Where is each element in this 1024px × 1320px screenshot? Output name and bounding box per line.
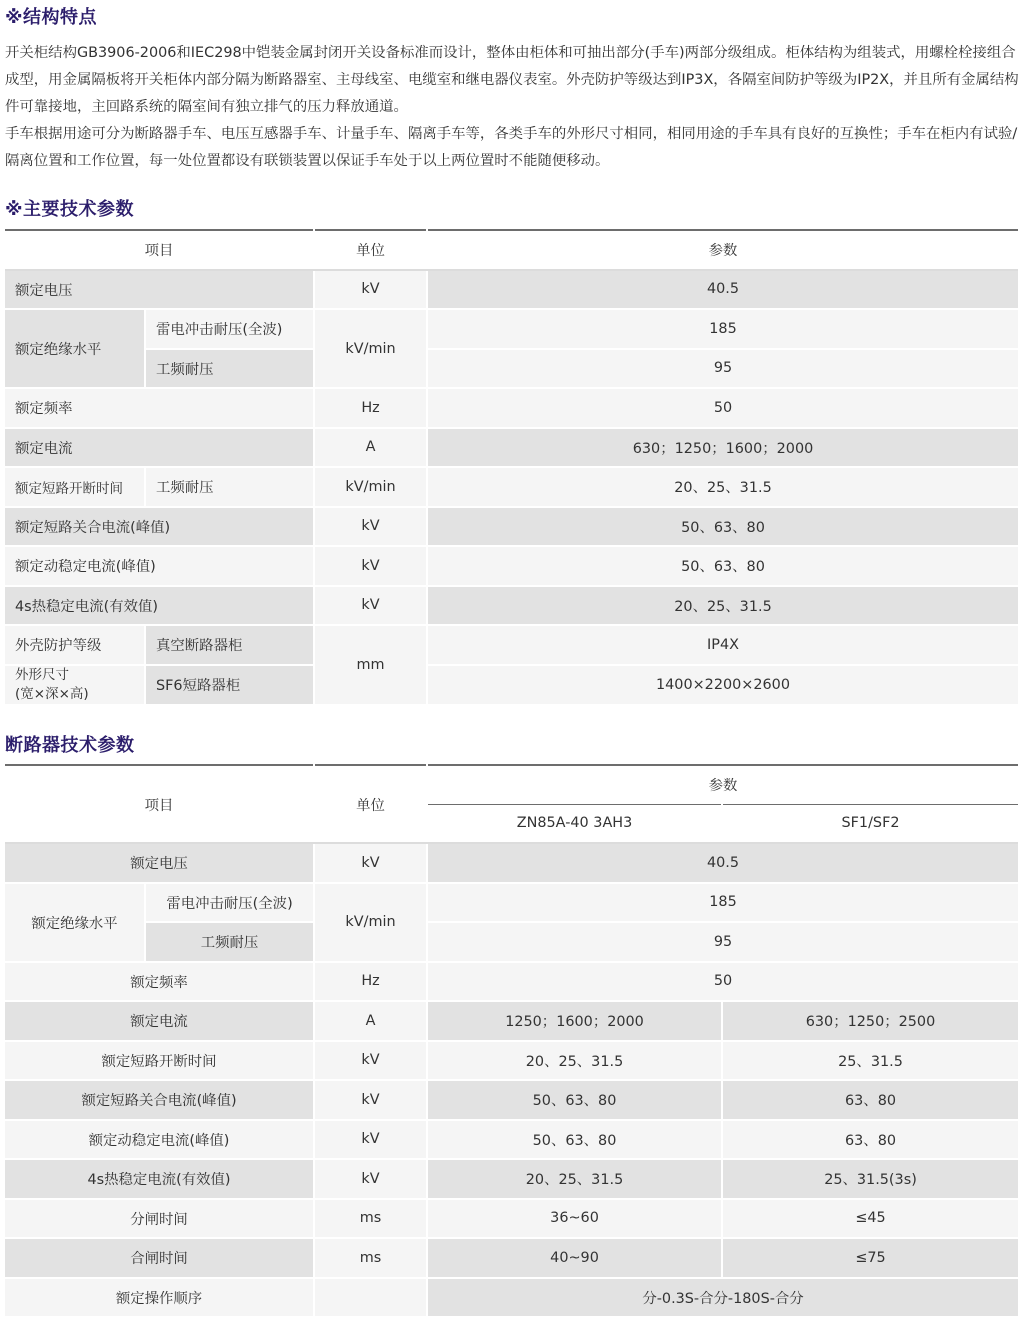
row-unit: Hz [314, 388, 427, 428]
row-value-zn85a: 36~60 [427, 1199, 722, 1239]
header-param: 参数 [427, 230, 1018, 270]
row-unit: kV [314, 1120, 427, 1160]
header-unit: 单位 [314, 765, 427, 843]
row-unit: kV [314, 1159, 427, 1199]
row-subitem: 工频耐压 [145, 922, 314, 962]
header-item: 项目 [5, 230, 314, 270]
row-subitem: 工频耐压 [145, 467, 314, 507]
row-item: 额定短路关合电流(峰值) [5, 1080, 314, 1120]
section-title-structure: ※结构特点 [5, 7, 97, 28]
row-item: 额定操作顺序 [5, 1278, 314, 1318]
row-unit: kV [314, 546, 427, 586]
row-subitem: 工频耐压 [145, 349, 314, 389]
row-value-sf: ≤45 [722, 1199, 1018, 1239]
row-item: 额定动稳定电流(峰值) [5, 1120, 314, 1160]
row-value-zn85a: 40~90 [427, 1238, 722, 1278]
table-row [5, 1159, 1018, 1199]
table-row [5, 428, 1018, 468]
header-item: 项目 [5, 765, 314, 843]
row-item: 额定电流 [5, 1001, 314, 1041]
table-row [5, 586, 1018, 626]
row-item: 外壳防护等级 [5, 625, 145, 665]
row-value: 185 [427, 883, 1018, 923]
row-item: 分闸时间 [5, 1199, 314, 1239]
main-params-table [5, 229, 1018, 706]
row-value: 50、63、80 [427, 546, 1018, 586]
row-value-sf: ≤75 [722, 1238, 1018, 1278]
row-item: 4s热稳定电流(有效值) [5, 1159, 314, 1199]
row-value: 20、25、31.5 [427, 586, 1018, 626]
handcart-paragraph: 手车根据用途可分为断路器手车、电压互感器手车、计量手车、隔离手车等，各类手车的外形尺寸相同，相同用途的手车具有良好的互换性；手车在柜内有试验/隔离位置和工作位置，每一处位置都设有联锁装置以保证手车处于以上两位置时不能随便移动。 [5, 126, 1018, 169]
row-value: IP4X [427, 625, 1018, 665]
section-title-breaker-params: 断路器技术参数 [5, 735, 135, 756]
row-item: 合闸时间 [5, 1238, 314, 1278]
row-value: 1400×2200×2600 [427, 665, 1018, 705]
row-unit: A [314, 1001, 427, 1041]
row-subitem: 雷电冲击耐压(全波) [145, 883, 314, 923]
row-item: 额定动稳定电流(峰值) [5, 546, 314, 586]
row-unit [314, 1278, 427, 1318]
row-value: 95 [427, 349, 1018, 389]
section-title-main-params: ※主要技术参数 [5, 199, 134, 220]
row-value: 630；1250；1600；2000 [427, 428, 1018, 468]
table-row [5, 843, 1018, 883]
table-header-row [5, 230, 1018, 270]
row-value-zn85a: 1250；1600；2000 [427, 1001, 722, 1041]
row-subitem: 真空断路器柜 [145, 625, 314, 665]
row-value: 50 [427, 962, 1018, 1002]
table-row [5, 546, 1018, 586]
row-unit: Hz [314, 962, 427, 1002]
row-value-zn85a: 50、63、80 [427, 1120, 722, 1160]
row-subitem: 雷电冲击耐压(全波) [145, 309, 314, 349]
row-item: 额定短路开断时间 [5, 1041, 314, 1081]
row-item [5, 665, 145, 705]
row-value: 40.5 [427, 843, 1018, 883]
table-row [5, 270, 1018, 310]
row-value-sf: 25、31.5(3s) [722, 1159, 1018, 1199]
row-unit: ms [314, 1199, 427, 1239]
row-value-zn85a: 20、25、31.5 [427, 1159, 722, 1199]
row-item: 额定频率 [5, 962, 314, 1002]
row-item: 额定短路关合电流(峰值) [5, 507, 314, 547]
table-row [5, 1041, 1018, 1081]
table-row [5, 1080, 1018, 1120]
table-row [5, 1001, 1018, 1041]
row-item: 额定电压 [5, 270, 314, 310]
row-value-sf: 630；1250；2500 [722, 1001, 1018, 1041]
row-item-line2: (宽×深×高) [15, 685, 89, 702]
row-unit: ms [314, 1238, 427, 1278]
table-row [5, 467, 1018, 507]
table-row [5, 883, 1018, 923]
row-value: 40.5 [427, 270, 1018, 310]
row-unit: A [314, 428, 427, 468]
row-item: 额定电流 [5, 428, 314, 468]
row-item-line1: 外形尺寸 [15, 666, 69, 683]
row-unit: kV [314, 586, 427, 626]
row-value: 95 [427, 922, 1018, 962]
row-value-zn85a: 20、25、31.5 [427, 1041, 722, 1081]
breaker-params-table [5, 764, 1018, 1318]
row-value: 185 [427, 309, 1018, 349]
row-value: 20、25、31.5 [427, 467, 1018, 507]
row-item: 4s热稳定电流(有效值) [5, 586, 314, 626]
table-row [5, 922, 1018, 962]
row-item: 额定电压 [5, 843, 314, 883]
row-unit: kV [314, 1080, 427, 1120]
row-item: 额定短路开断时间 [5, 467, 145, 507]
header-unit: 单位 [314, 230, 427, 270]
row-item: 额定绝缘水平 [5, 309, 145, 388]
row-unit: kV/min [314, 309, 427, 388]
table-row [5, 1120, 1018, 1160]
row-value: 50、63、80 [427, 507, 1018, 547]
row-unit: kV/min [314, 883, 427, 962]
table-row [5, 1199, 1018, 1239]
table-header-row [5, 765, 1018, 804]
row-subitem: SF6短路器柜 [145, 665, 314, 705]
table-row [5, 349, 1018, 389]
row-value-sf: 63、80 [722, 1080, 1018, 1120]
header-model-sf: SF1/SF2 [722, 804, 1018, 843]
row-unit: kV/min [314, 467, 427, 507]
table-row [5, 507, 1018, 547]
row-value: 分-0.3S-合分-180S-合分 [427, 1278, 1018, 1318]
row-item: 额定绝缘水平 [5, 883, 145, 962]
row-item: 额定频率 [5, 388, 314, 428]
row-value: 50 [427, 388, 1018, 428]
row-unit: kV [314, 843, 427, 883]
row-unit: kV [314, 507, 427, 547]
row-unit: kV [314, 1041, 427, 1081]
table-row [5, 962, 1018, 1002]
table-row [5, 625, 1018, 665]
row-value-sf: 25、31.5 [722, 1041, 1018, 1081]
header-param: 参数 [427, 765, 1018, 804]
row-value-zn85a: 50、63、80 [427, 1080, 722, 1120]
header-model-zn85a: ZN85A-40 3AH3 [427, 804, 722, 843]
row-unit: kV [314, 270, 427, 310]
table-row [5, 388, 1018, 428]
structure-paragraph: 开关柜结构GB3906-2006和IEC298中铠装金属封闭开关设备标准而设计，整体由柜体和可抽出部分(手车)两部分级组成。柜体结构为组装式，用螺栓栓接组合成型，用金属隔板将开关柜体内部分隔为断路器室、主母线室、电缆室和继电器仪表室。外壳防护等级达到IP3X，各隔室间防护等级为IP2X，并且所有金属结构件可靠接地，主回路系统的隔室间有独立排气的压力释放通道。 [5, 45, 1019, 115]
table-row [5, 1238, 1018, 1278]
table-row [5, 309, 1018, 349]
table-row [5, 1278, 1018, 1318]
table-row [5, 665, 1018, 705]
row-value-sf: 63、80 [722, 1120, 1018, 1160]
row-unit: mm [314, 625, 427, 705]
